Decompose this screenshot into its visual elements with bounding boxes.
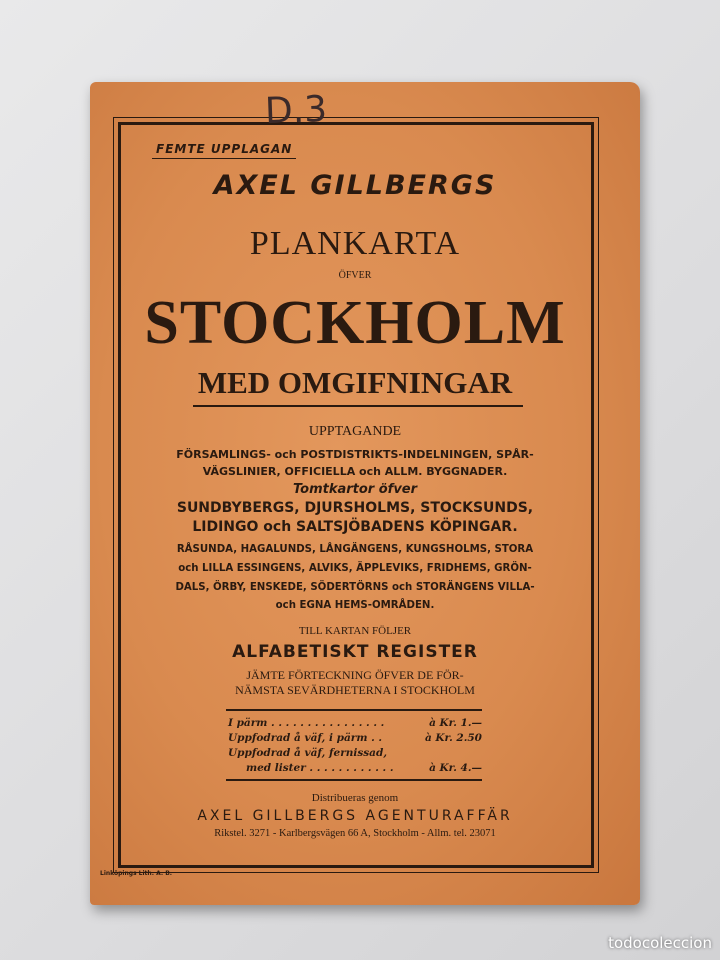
- price-list: [228, 716, 482, 776]
- distributor-name: AXEL GILLBERGS AGENTURAFFÄR: [197, 808, 513, 824]
- villa-line: och LILLA ESSINGENS, ALVIKS, ÄPPLEVIKS, FRIDHEMS, GRÖN-: [178, 563, 532, 574]
- price-row: Uppfodrad å väf, i pärm . . à Kr. 2.50: [228, 732, 482, 744]
- register-line: JÄMTE FÖRTECKNING ÖFVER DE FÖR-: [246, 668, 464, 682]
- title-underline: [193, 405, 523, 407]
- contents-line: FÖRSAMLINGS- och POSTDISTRIKTS-INDELNINGEN, SPÅR-: [176, 448, 534, 461]
- printer-credit: Linköpings Lith. A. B.: [100, 870, 173, 877]
- villa-line: DALS, ÖRBY, ENSKEDE, SÖDERTÖRNS och STORÄNGENS VILLA-: [175, 582, 535, 593]
- contents-line: VÄGSLINIER, OFFICIELLA och ALLM. BYGGNADER.: [202, 465, 508, 478]
- upptagande: UPPTAGANDE: [308, 424, 402, 439]
- register-title: ALFABETISKT REGISTER: [232, 642, 478, 662]
- title-small: ÖFVER: [338, 270, 372, 281]
- title-line1: PLANKARTA: [249, 225, 461, 262]
- publisher-name: AXEL GILLBERGS: [213, 170, 497, 201]
- kopingar-line: SUNDBYBERGS, DJURSHOLMS, STOCKSUNDS,: [176, 500, 534, 516]
- address: Rikstel. 3271 - Karlbergsvägen 66 A, Stockholm - Allm. tel. 23071: [214, 828, 496, 839]
- price-row: med lister . . . . . . . . . . . . à Kr. 4.—: [246, 762, 482, 774]
- distributor-intro: Distribueras genom: [311, 792, 399, 804]
- register-intro: TILL KARTAN FÖLJER: [298, 625, 412, 637]
- handwritten-mark: D.3: [264, 88, 328, 133]
- price-row: Uppfodrad å väf, fernissad,: [228, 747, 387, 759]
- edition-label: FEMTE UPPLAGAN: [152, 142, 296, 159]
- villa-line: och EGNA HEMS-OMRÅDEN.: [275, 600, 435, 611]
- register-line: NÄMSTA SEVÄRDHETERNA I STOCKHOLM: [235, 683, 475, 697]
- villa-line: RÅSUNDA, HAGALUNDS, LÅNGÄNGENS, KUNGSHOLMS, STORA: [176, 544, 534, 555]
- title-sub: MED OMGIFNINGAR: [197, 365, 513, 400]
- tomtkartor: Tomtkartor öfver: [292, 482, 418, 497]
- price-row: I pärm . . . . . . . . . . . . . . . . à Kr. 1.—: [228, 717, 482, 729]
- price-rule-bottom: [226, 779, 482, 781]
- watermark: todocoleccion: [608, 934, 712, 952]
- title-main: STOCKHOLM: [144, 289, 566, 357]
- kopingar-line: LIDINGO och SALTSJÖBADENS KÖPINGAR.: [192, 519, 518, 535]
- price-rule-top: [226, 709, 482, 711]
